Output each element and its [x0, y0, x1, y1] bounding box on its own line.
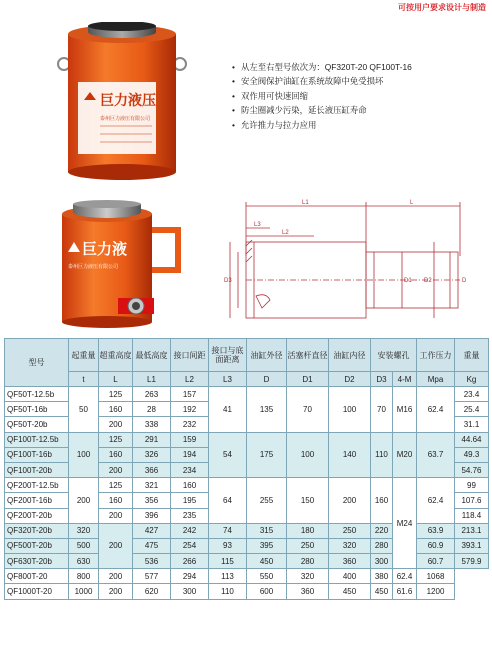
table-cell: 395 — [247, 538, 287, 553]
table-cell: 180 — [287, 523, 329, 538]
table-cell: 64 — [209, 478, 247, 524]
table-cell: 255 — [247, 478, 287, 524]
table-cell: 360 — [329, 554, 371, 569]
header-model: 型号 — [5, 339, 69, 387]
unit-max-h: L1 — [133, 372, 171, 387]
model-cell: QF100T-12.5b — [5, 432, 69, 447]
table-cell: 213.1 — [455, 523, 489, 538]
table-cell: 100 — [287, 432, 329, 478]
unit-stroke: L — [99, 372, 133, 387]
table-cell: 396 — [133, 508, 171, 523]
table-cell: 250 — [329, 523, 371, 538]
table-cell: 254 — [171, 538, 209, 553]
header-id: 油缸内径 — [329, 339, 371, 372]
table-cell: 110 — [209, 584, 247, 599]
model-cell: QF1000T-20 — [5, 584, 69, 599]
table-cell: 450 — [329, 584, 371, 599]
unit-load: t — [69, 372, 99, 387]
table-cell: 135 — [247, 387, 287, 433]
table-cell: 294 — [171, 569, 209, 584]
unit-weight: Kg — [455, 372, 489, 387]
table-cell: 160 — [99, 447, 133, 462]
unit-pressure: Mpa — [417, 372, 455, 387]
feature-item: • 安全阀保护油缸在系统故障中免受损坏 — [232, 74, 412, 88]
unit-port: L2 — [171, 372, 209, 387]
table-cell: 70 — [371, 387, 393, 433]
table-cell: 200 — [99, 523, 133, 569]
table-cell: 630 — [69, 554, 99, 569]
table-cell: 54 — [209, 432, 247, 478]
table-cell: 235 — [171, 508, 209, 523]
spec-table — [4, 338, 489, 600]
table-cell: 380 — [371, 569, 393, 584]
unit-d3: D3 — [371, 372, 393, 387]
table-cell: 49.3 — [455, 447, 489, 462]
table-cell: 41 — [209, 387, 247, 433]
table-row — [5, 554, 489, 569]
table-cell: 62.4 — [417, 387, 455, 433]
table-cell: M24 — [393, 478, 417, 569]
table-cell: 280 — [287, 554, 329, 569]
photo1-company: 泰州巨力液压有限公司 — [100, 116, 151, 122]
table-row — [5, 478, 489, 493]
table-cell: 125 — [99, 432, 133, 447]
table-cell: 579.9 — [455, 554, 489, 569]
table-cell: 300 — [371, 554, 393, 569]
label-d2: D2 — [424, 278, 432, 284]
table-cell: 450 — [247, 554, 287, 569]
table-cell: 100 — [69, 432, 99, 478]
header-stroke: 超重高度 — [99, 339, 133, 372]
feature-list — [232, 60, 412, 132]
table-row — [5, 523, 489, 538]
table-cell: 291 — [133, 432, 171, 447]
table-cell: 150 — [287, 478, 329, 524]
label-l3: L3 — [254, 222, 261, 228]
table-cell: 160 — [99, 402, 133, 417]
table-cell: 160 — [99, 493, 133, 508]
feature-item: • 从左至右型号依次为：QF320T-20 QF100T-16 — [232, 60, 412, 74]
table-cell: 107.6 — [455, 493, 489, 508]
table-cell: 125 — [99, 387, 133, 402]
label-l2: L2 — [282, 230, 289, 236]
table-cell: 28 — [133, 402, 171, 417]
table-cell: 475 — [133, 538, 171, 553]
cylinder-photo-small — [58, 200, 188, 328]
table-cell: 280 — [371, 538, 393, 553]
table-cell: 62.4 — [417, 478, 455, 524]
header-weight: 重量 — [455, 339, 489, 372]
header-load: 起重量 — [69, 339, 99, 372]
photo2-company: 泰州巨力液压有限公司 — [68, 264, 119, 270]
label-d1: D1 — [404, 278, 412, 284]
table-cell: 192 — [171, 402, 209, 417]
table-cell: 393.1 — [455, 538, 489, 553]
cylinder-photo-large — [52, 22, 192, 182]
table-cell: 427 — [133, 523, 171, 538]
table-cell: 160 — [171, 478, 209, 493]
table-row — [5, 432, 489, 447]
table-cell: 118.4 — [455, 508, 489, 523]
table-cell: 577 — [133, 569, 171, 584]
table-cell: 74 — [209, 523, 247, 538]
top-note: 可按用户要求设计与制造 — [398, 3, 486, 12]
table-cell: 356 — [133, 493, 171, 508]
table-cell: 200 — [99, 462, 133, 477]
label-l: L — [410, 200, 414, 206]
table-cell: 800 — [69, 569, 99, 584]
header-max-h: 最低高度 — [133, 339, 171, 372]
table-cell: 200 — [99, 417, 133, 432]
table-cell: 1000 — [69, 584, 99, 599]
table-cell: M20 — [393, 432, 417, 478]
table-cell: 62.4 — [393, 569, 417, 584]
table-cell: 263 — [133, 387, 171, 402]
table-cell: 44.64 — [455, 432, 489, 447]
table-cell: 160 — [371, 478, 393, 524]
table-cell: 194 — [171, 447, 209, 462]
table-cell: 1200 — [417, 584, 455, 599]
table-cell: 200 — [99, 508, 133, 523]
model-cell: QF630T-20b — [5, 554, 69, 569]
model-cell: QF50T-20b — [5, 417, 69, 432]
table-cell: 320 — [287, 569, 329, 584]
table-cell: 450 — [371, 584, 393, 599]
table-cell: 536 — [133, 554, 171, 569]
unit-od: D — [247, 372, 287, 387]
table-cell: 100 — [329, 387, 371, 433]
table-cell: 54.76 — [455, 462, 489, 477]
model-cell: QF500T-20b — [5, 538, 69, 553]
model-cell: QF100T-20b — [5, 462, 69, 477]
table-cell: 195 — [171, 493, 209, 508]
technical-drawing — [222, 196, 486, 324]
table-cell: 93 — [209, 538, 247, 553]
header-port: 接口间距 — [171, 339, 209, 372]
table-cell: 600 — [247, 584, 287, 599]
table-cell: 115 — [209, 554, 247, 569]
table-cell: 550 — [247, 569, 287, 584]
table-cell: 321 — [133, 478, 171, 493]
table-cell: 25.4 — [455, 402, 489, 417]
model-cell: QF200T-16b — [5, 493, 69, 508]
table-cell: 320 — [69, 523, 99, 538]
unit-rod: D1 — [287, 372, 329, 387]
model-cell: QF100T-16b — [5, 447, 69, 462]
label-d3: D3 — [224, 278, 232, 284]
unit-m: 4-M — [393, 372, 417, 387]
header-mount: 安装螺孔 — [371, 339, 417, 372]
header-rod: 活塞杆直径 — [287, 339, 329, 372]
table-cell: 63.7 — [417, 432, 455, 478]
model-cell: QF200T-20b — [5, 508, 69, 523]
header-od: 油缸外径 — [247, 339, 287, 372]
table-cell: 50 — [69, 387, 99, 433]
feature-item: • 双作用可快速回缩 — [232, 89, 412, 103]
model-cell: QF320T-20b — [5, 523, 69, 538]
table-cell: 620 — [133, 584, 171, 599]
table-cell: 315 — [247, 523, 287, 538]
table-cell: 500 — [69, 538, 99, 553]
table-cell: 31.1 — [455, 417, 489, 432]
table-cell: 338 — [133, 417, 171, 432]
table-cell: 140 — [329, 432, 371, 478]
photo1-brand: 巨力液压 — [100, 94, 156, 109]
table-cell: 99 — [455, 478, 489, 493]
table-row — [5, 569, 489, 584]
model-cell: QF50T-16b — [5, 402, 69, 417]
table-cell: 360 — [287, 584, 329, 599]
table-cell: 60.7 — [417, 554, 455, 569]
unit-port-base: L3 — [209, 372, 247, 387]
table-cell: 320 — [329, 538, 371, 553]
table-cell: 70 — [287, 387, 329, 433]
table-cell: 200 — [99, 569, 133, 584]
table-cell: 60.9 — [417, 538, 455, 553]
table-cell: 366 — [133, 462, 171, 477]
table-cell: 63.9 — [417, 523, 455, 538]
table-cell: 61.6 — [393, 584, 417, 599]
feature-item: • 允许推力与拉力应用 — [232, 118, 412, 132]
table-cell: 159 — [171, 432, 209, 447]
header-port-base: 接口与底面距离 — [209, 339, 247, 372]
table-row — [5, 387, 489, 402]
table-cell: 242 — [171, 523, 209, 538]
header-pressure: 工作压力 — [417, 339, 455, 372]
table-cell: 326 — [133, 447, 171, 462]
table-cell: 220 — [371, 523, 393, 538]
table-cell: 234 — [171, 462, 209, 477]
table-row — [5, 538, 489, 553]
table-cell: 113 — [209, 569, 247, 584]
table-cell: 232 — [171, 417, 209, 432]
model-cell: QF800T-20 — [5, 569, 69, 584]
table-cell: 110 — [371, 432, 393, 478]
label-d: D — [462, 278, 467, 284]
model-cell: QF50T-12.5b — [5, 387, 69, 402]
table-cell: 200 — [69, 478, 99, 524]
table-row — [5, 584, 489, 599]
photo2-brand: 巨力液 — [82, 242, 128, 258]
table-cell: M16 — [393, 387, 417, 433]
table-cell: 157 — [171, 387, 209, 402]
label-l1: L1 — [302, 200, 309, 206]
table-cell: 125 — [99, 478, 133, 493]
table-cell: 1068 — [417, 569, 455, 584]
table-cell: 400 — [329, 569, 371, 584]
unit-id: D2 — [329, 372, 371, 387]
table-cell: 200 — [329, 478, 371, 524]
table-cell: 175 — [247, 432, 287, 478]
table-cell: 23.4 — [455, 387, 489, 402]
model-cell: QF200T-12.5b — [5, 478, 69, 493]
table-cell: 250 — [287, 538, 329, 553]
feature-item: • 防尘圈减少污染，延长液压缸寿命 — [232, 103, 412, 117]
table-cell: 300 — [171, 584, 209, 599]
table-cell: 266 — [171, 554, 209, 569]
table-cell: 200 — [99, 584, 133, 599]
